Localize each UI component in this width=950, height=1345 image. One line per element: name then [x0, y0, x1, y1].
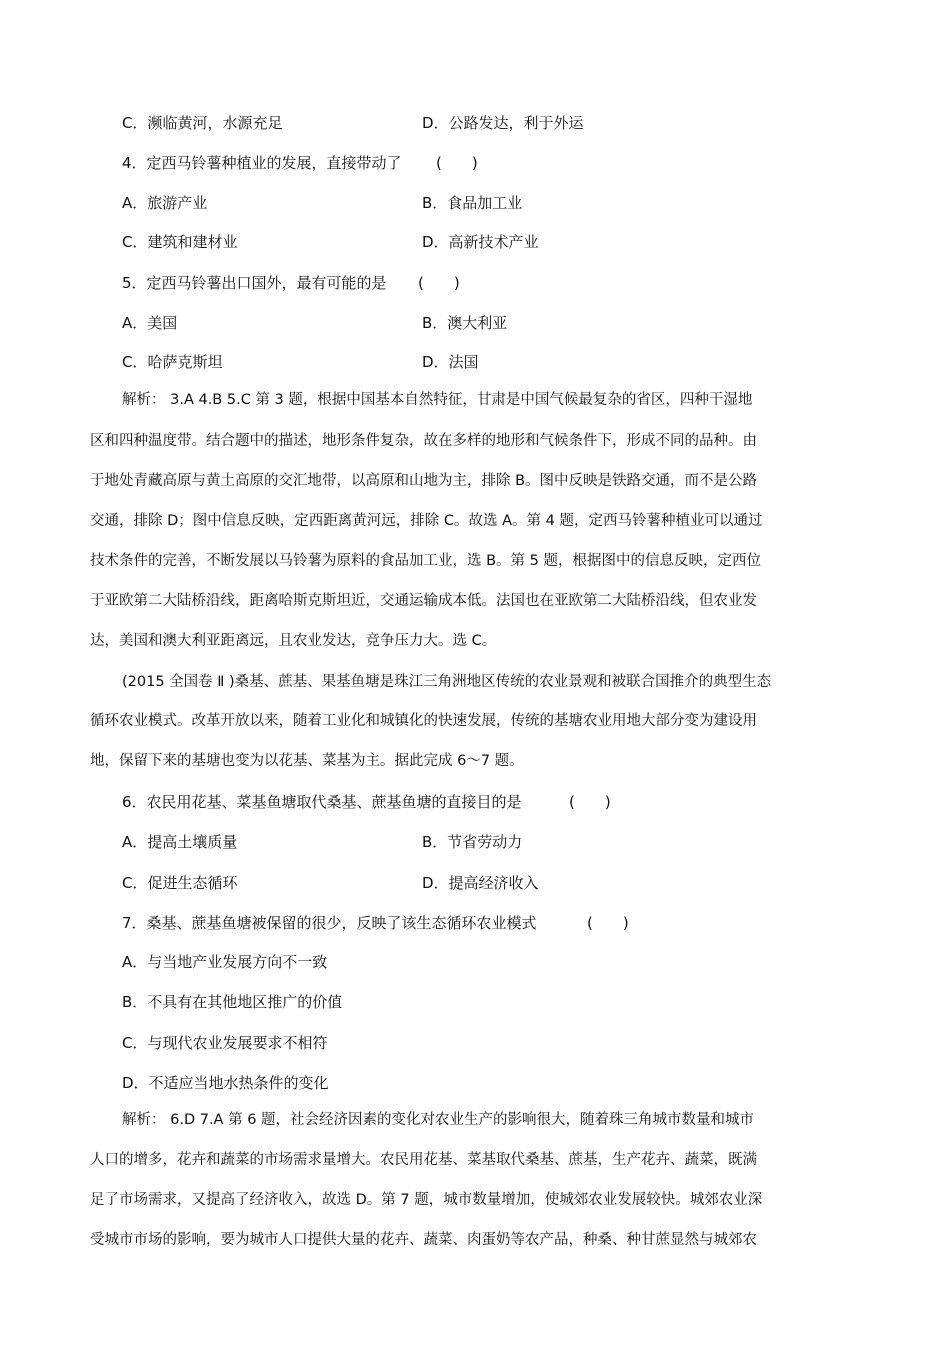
q7-option-b: B．不具有在其他地区推广的价值	[122, 993, 343, 1011]
q6-option-d: D．提高经济收入	[422, 874, 539, 892]
q4-option-d: D．高新技术产业	[422, 233, 539, 251]
q6-option-c: C．促进生态循环	[122, 874, 238, 892]
q5-option-b: B．澳大利亚	[422, 314, 508, 332]
analysis2-line2: 人口的增多，花卉和蔬菜的市场需求量增大。农民用花基、菜基取代桑基、蔗基，生产花卉、蔬菜，既满	[90, 1152, 757, 1168]
q4-answer-paren: ( )	[436, 154, 478, 172]
q5-option-c: C．哈萨克斯坦	[122, 353, 223, 371]
q6-option-b: B．节省劳动力	[422, 833, 523, 851]
q7-option-d: D．不适应当地水热条件的变化	[122, 1074, 329, 1092]
q5-option-d: D．法国	[422, 353, 479, 371]
q4-option-b: B．食品加工业	[422, 194, 523, 212]
analysis1-line2: 区和四种温度带。结合题中的描述，地形条件复杂，故在多样的地形和气候条件下，形成不同的品种。由	[90, 433, 757, 449]
q7-option-c: C．与现代农业发展要求不相符	[122, 1034, 328, 1052]
q3-option-c: C．濒临黄河，水源充足	[122, 114, 283, 132]
analysis2-line3: 足了市场需求，又提高了经济收入，故选 D。第 7 题，城市数量增加，使城郊农业发展较快。城郊农业深	[90, 1192, 763, 1208]
q4-option-c: C．建筑和建材业	[122, 233, 238, 251]
q5-option-a: A．美国	[122, 314, 178, 332]
analysis1-line4: 交通，排除 D；图中信息反映，定西距离黄河远，排除 C。故选 A。第 4 题，定西马铃薯种植业可以通过	[90, 513, 763, 529]
q5-answer-paren: ( )	[418, 274, 460, 292]
analysis2-line1: 解析： 6.D 7.A 第 6 题，社会经济因素的变化对农业生产的影响很大，随着珠三角城市数量和城市	[122, 1112, 755, 1128]
q6-stem: 6．农民用花基、菜基鱼塘取代桑基、蔗基鱼塘的直接目的是	[122, 793, 522, 811]
analysis1-line6: 于亚欧第二大陆桥沿线，距离哈斯克斯坦近，交通运输成本低。法国也在亚欧第二大陆桥沿线，但农业发	[90, 593, 757, 609]
analysis1-line3: 于地处青藏高原与黄土高原的交汇地带，以高原和山地为主，排除 B。图中反映是铁路交通，而不是公路	[90, 473, 758, 489]
q6-answer-paren: ( )	[569, 793, 611, 811]
analysis1-line1: 解析： 3.A 4.B 5.C 第 3 题，根据中国基本自然特征，甘肃是中国气候最复杂的省区，四种干湿地	[122, 392, 753, 408]
analysis2-line4: 受城市市场的影响，要为城市人口提供大量的花卉、蔬菜、肉蛋奶等农产品，种桑、种甘蔗显然与城郊农	[90, 1232, 757, 1248]
passage-line2: 循环农业模式。改革开放以来，随着工业化和城镇化的快速发展，传统的基塘农业用地大部分变为建设用	[90, 713, 757, 729]
analysis1-line7: 达，美国和澳大利亚距离远，且农业发达，竞争压力大。选 C。	[90, 633, 497, 649]
q7-stem: 7．桑基、蔗基鱼塘被保留的很少，反映了该生态循环农业模式	[122, 914, 537, 932]
q7-option-a: A．与当地产业发展方向不一致	[122, 953, 328, 971]
q6-option-a: A．提高土壤质量	[122, 833, 238, 851]
q3-option-d: D．公路发达，利于外运	[422, 114, 584, 132]
passage-line1: (2015 全国卷 Ⅱ )桑基、蔗基、果基鱼塘是珠江三角洲地区传统的农业景观和被联合国推介的典型生态	[122, 674, 772, 690]
q7-answer-paren: ( )	[587, 914, 629, 932]
q4-stem: 4．定西马铃薯种植业的发展，直接带动了	[122, 154, 402, 172]
analysis1-line5: 技术条件的完善，不断发展以马铃薯为原料的食品加工业，选 B。第 5 题，根据图中的信息反映，定西位	[90, 553, 761, 569]
q5-stem: 5．定西马铃薯出口国外，最有可能的是	[122, 274, 387, 292]
q4-option-a: A．旅游产业	[122, 194, 208, 212]
passage-line3: 地，保留下来的基塘也变为以花基、菜基为主。据此完成 6～7 题。	[90, 753, 524, 769]
